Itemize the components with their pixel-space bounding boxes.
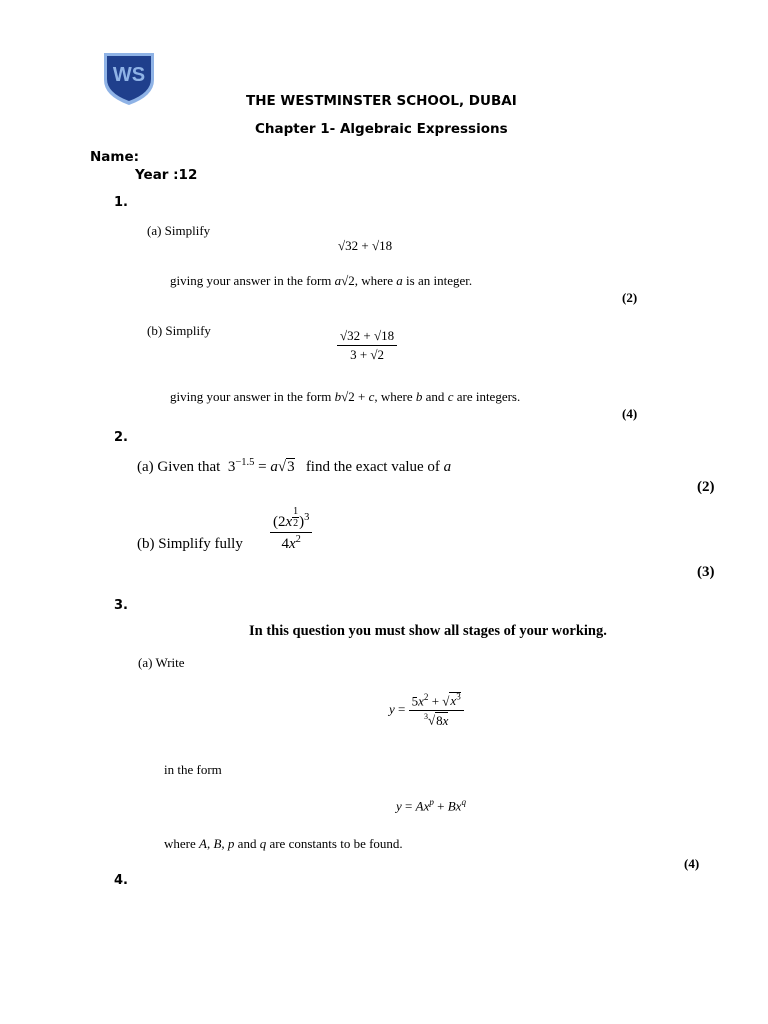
q3a-label: (a) Write bbox=[138, 655, 185, 670]
q1b-instruction: giving your answer in the form b√2 + c, where b and c are integers. bbox=[170, 389, 521, 404]
school-title: THE WESTMINSTER SCHOOL, DUBAI bbox=[246, 93, 517, 109]
q1b-marks: (4) bbox=[622, 406, 638, 421]
q1a-marks: (2) bbox=[622, 290, 638, 305]
q2b-label: (b) Simplify fully bbox=[137, 536, 243, 552]
q3-equation-2: $y = Ax^p + Bx^q$ bbox=[396, 797, 466, 814]
q3-where: where A, B, p and q are constants to be found. bbox=[164, 836, 403, 851]
q2a-marks: (2) bbox=[697, 479, 715, 495]
year-label: Year :12 bbox=[135, 167, 198, 183]
q1b-expression: $\frac{√32 + √18}{3 + √2}$ bbox=[337, 328, 397, 363]
q1a-instruction: giving your answer in the form a√2, where a is an integer. bbox=[170, 273, 473, 288]
q1b-label: (b) Simplify bbox=[147, 323, 211, 338]
shield-logo-icon bbox=[102, 52, 156, 106]
q2b-expression: (2x $^{\frac{1}{2}}$ )$^3$ $4x^2$ bbox=[270, 506, 312, 553]
question-number-1: 1. bbox=[114, 195, 128, 210]
q3-equation-1: y = $\frac{5x^2 + √x^3}{^3√8x}$ bbox=[389, 692, 464, 729]
q1a-expression: √32 + √18 bbox=[338, 238, 393, 253]
svg-text:WS: WS bbox=[112, 64, 146, 86]
name-label: Name: bbox=[90, 149, 140, 165]
question-number-2: 2. bbox=[114, 430, 128, 445]
chapter-title: Chapter 1- Algebraic Expressions bbox=[255, 121, 508, 137]
q3-marks: (4) bbox=[684, 856, 700, 871]
question-number-4: 4. bbox=[114, 873, 128, 888]
q3-instruction: In this question you must show all stages of your working. bbox=[249, 623, 607, 639]
q1a-label: (a) Simplify bbox=[147, 223, 211, 238]
school-logo bbox=[102, 52, 156, 106]
q2b-marks: (3) bbox=[697, 564, 715, 580]
question-number-3: 3. bbox=[114, 598, 128, 613]
q3-in-form: in the form bbox=[164, 762, 222, 777]
q2a-text: (a) Given that $3^{-1.5} = a√3$ find the exact value of a bbox=[137, 457, 452, 475]
